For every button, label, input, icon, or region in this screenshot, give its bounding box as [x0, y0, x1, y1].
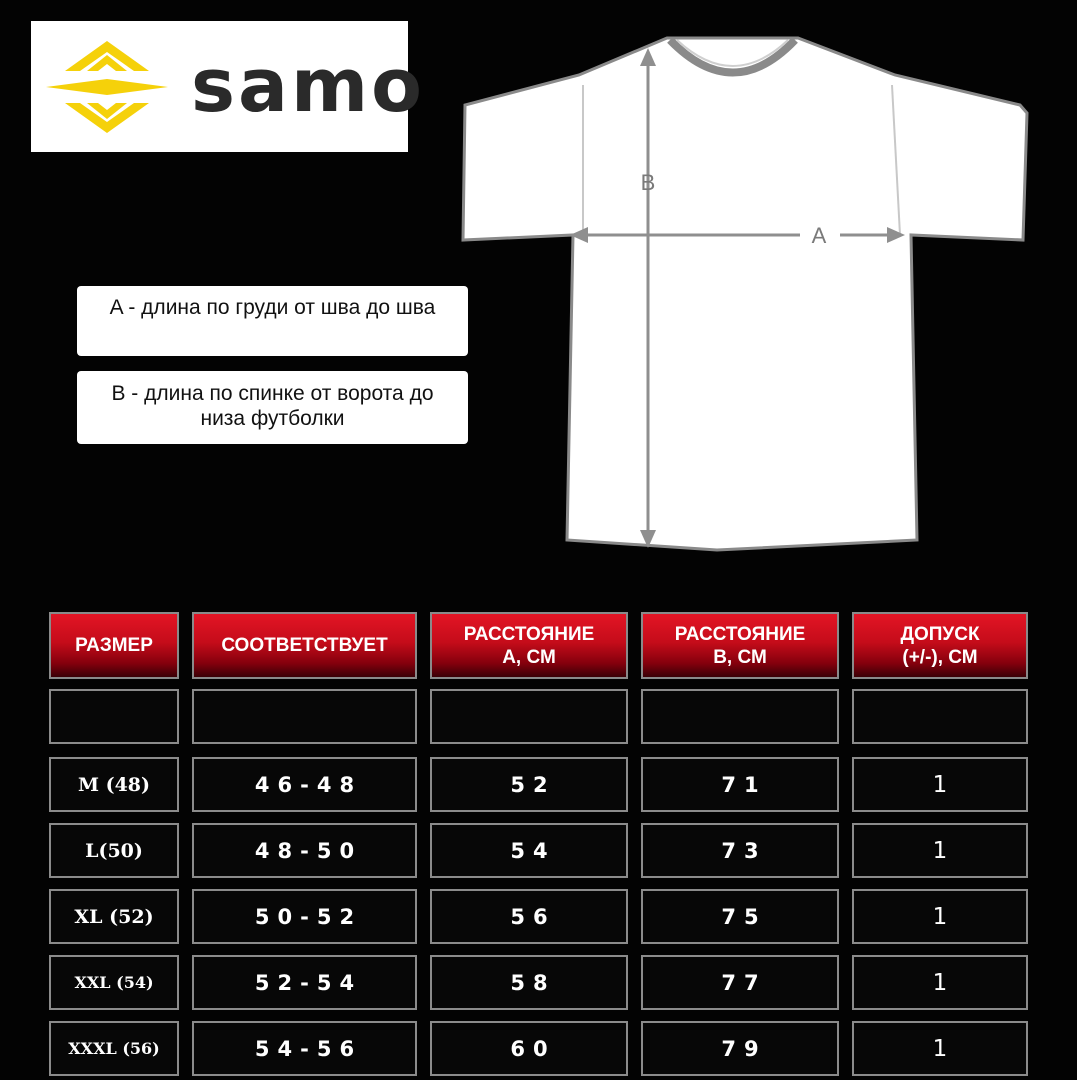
range-cell: 52-54	[192, 955, 417, 1010]
distance-b-cell: 75	[641, 889, 839, 944]
distance-b-cell: 73	[641, 823, 839, 878]
measure-b-note: B - длина по спинке от ворота до низа футболки	[77, 371, 468, 444]
tolerance-cell: 1	[852, 955, 1028, 1010]
tshirt-diagram	[455, 30, 1035, 570]
header-distance-b: РАССТОЯНИЕ В, СМ	[641, 612, 839, 679]
label-b: B	[640, 170, 656, 195]
distance-b-cell	[641, 689, 839, 744]
label-a: A	[811, 223, 827, 248]
header-size: РАЗМЕР	[49, 612, 179, 679]
distance-a-cell: 54	[430, 823, 628, 878]
measure-a-note: A - длина по груди от шва до шва	[77, 286, 468, 356]
distance-a-cell: 56	[430, 889, 628, 944]
header-tolerance: ДОПУСК (+/-), СМ	[852, 612, 1028, 679]
size-cell: XXXL (56)	[49, 1021, 179, 1076]
range-cell: 46-48	[192, 757, 417, 812]
size-cell	[49, 689, 179, 744]
brand-name: samo	[191, 43, 425, 129]
tolerance-cell: 1	[852, 889, 1028, 944]
range-cell: 50-52	[192, 889, 417, 944]
range-cell: 54-56	[192, 1021, 417, 1076]
distance-b-cell: 71	[641, 757, 839, 812]
tolerance-cell: 1	[852, 1021, 1028, 1076]
tolerance-cell	[852, 689, 1028, 744]
size-cell: XXL (54)	[49, 955, 179, 1010]
distance-a-cell: 58	[430, 955, 628, 1010]
brand-emblem-icon	[31, 21, 181, 152]
tolerance-cell: 1	[852, 823, 1028, 878]
size-cell: M (48)	[49, 757, 179, 812]
distance-a-cell: 60	[430, 1021, 628, 1076]
range-cell	[192, 689, 417, 744]
distance-a-cell	[430, 689, 628, 744]
distance-a-cell: 52	[430, 757, 628, 812]
size-cell: XL (52)	[49, 889, 179, 944]
size-cell: L(50)	[49, 823, 179, 878]
tolerance-cell: 1	[852, 757, 1028, 812]
distance-b-cell: 79	[641, 1021, 839, 1076]
tshirt-outline	[463, 38, 1027, 550]
brand-logo	[31, 21, 425, 152]
range-cell: 48-50	[192, 823, 417, 878]
header-corresponds: СООТВЕТСТВУЕТ	[192, 612, 417, 679]
header-distance-a: РАССТОЯНИЕ А, СМ	[430, 612, 628, 679]
distance-b-cell: 77	[641, 955, 839, 1010]
